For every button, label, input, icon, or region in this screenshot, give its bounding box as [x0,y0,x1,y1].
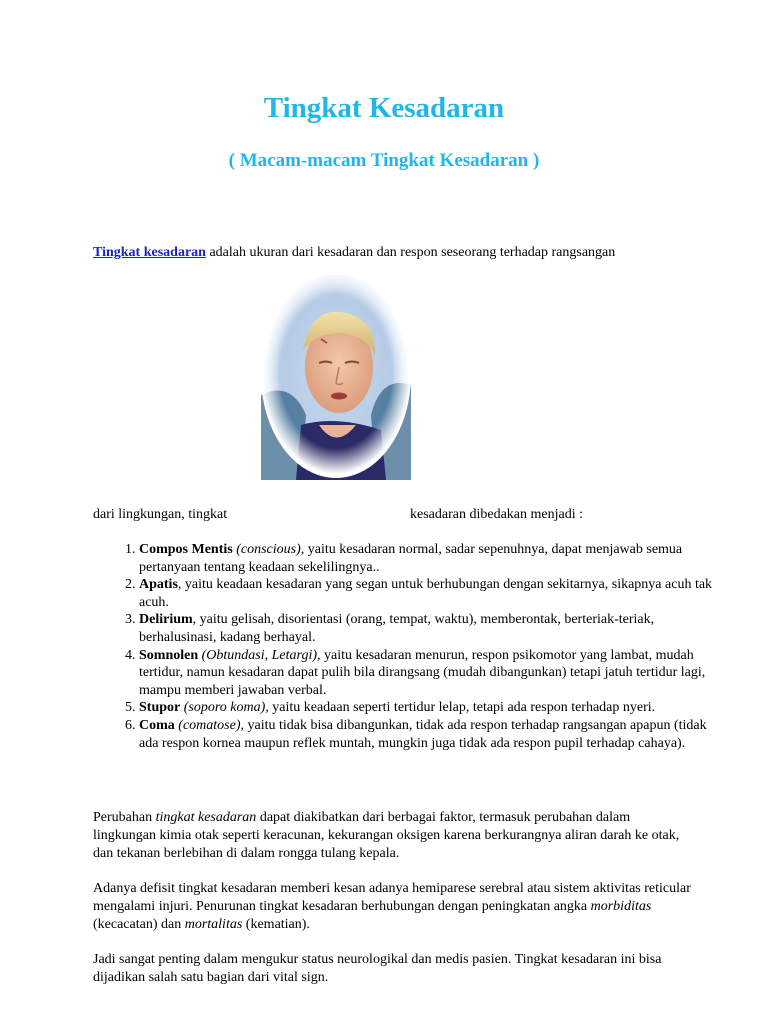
level-latin: (conscious), [232,542,305,557]
page-subtitle: ( Macam-macam Tingkat Kesadaran ) [228,150,540,171]
level-term: Compos Mentis [139,542,233,557]
level-desc: , yaitu gelisah, disorientasi (orang, tempat, waktu), memberontak, berteriak-teriak, berhalusinasi, kadang berhayal. [139,612,655,645]
intro-text: adalah ukuran dari kesadaran dan respon seseorang terhadap rangsangan [205,245,616,260]
level-term: Stupor [139,700,181,716]
level-latin: (comatose), [174,717,244,733]
para2-mortalitas: mortalitas [184,917,243,932]
para1-c: dapat diakibatkan dari berbagai faktor, termasuk perubahan dalam lingkungan kimia otak seperti keracunan, kekurangan oksigen karena berkurangnya aliran darah ke otak, dan tekanan berlebihan di dalam rongga tulang kepala. [93,810,680,861]
list-item [139,699,729,717]
level-latin: (Obtundasi, Letargi), [198,647,321,663]
paragraph-causes [93,809,693,863]
continuation-right: kesadaran dibedakan menjadi : [410,507,583,522]
para2-e: (kematian). [242,917,310,932]
tingkat-kesadaran-link[interactable]: Tingkat kesadaran [93,245,206,260]
level-term: Apatis [139,577,178,593]
level-term: Delirium [139,612,193,628]
page-title: Tingkat Kesadaran [263,92,505,124]
level-desc: , yaitu keadaan kesadaran yang segan untuk berhubungan dengan sekitarnya, sikapnya acuh tak acuh. [139,577,713,610]
list-item [139,717,729,752]
continuation-line [93,507,713,523]
continuation-left: dari lingkungan, tingkat [93,507,228,522]
list-item [139,611,729,646]
para1-a: Perubahan [93,810,156,825]
level-latin: (soporo koma), [180,700,269,716]
level-desc: yaitu kesadaran normal, sadar sepenuhnya, dapat menjawab semua pertanyaan tentang keadaan sekelilingnya.. [139,542,683,575]
level-desc: yaitu keadaan seperti tertidur lelap, tetapi ada respon terhadap nyeri. [268,700,656,716]
level-desc: yaitu tidak bisa dibangunkan, tidak ada respon terhadap rangsangan apapun (tidak ada respon kornea maupun reflek muntah, mungkin juga tidak ada respon pupil terhadap cahaya). [139,717,707,751]
para2-c: (kecacatan) dan [93,917,185,932]
level-term: Coma [139,717,175,733]
paragraph-deficit [93,880,693,934]
intro-paragraph [93,245,733,261]
para1-italic: tingkat kesadaran [155,810,257,825]
level-desc: yaitu kesadaran menurun, respon psikomotor yang lambat, mudah tertidur, namun kesadaran dapat pulih bila dirangsang (mudah dibangunkan) tetapi jatuh tertidur lagi, mampu memberi jawaban verbal. [139,647,706,698]
consciousness-levels-list [93,541,729,752]
para2-a: Adanya defisit tingkat kesadaran memberi kesan adanya hemiparese serebral atau sistem aktivitas reticular mengalami injuri. Penurunan tingkat kesadaran berhubungan dengan peningkatan angka [93,881,691,914]
list-item [139,541,729,576]
list-item [139,576,729,611]
unconscious-patient-photo [261,275,411,480]
list-item [139,647,729,700]
level-term: Somnolen [139,647,199,663]
paragraph-importance: Jadi sangat penting dalam mengukur status neurologikal dan medis pasien. Tingkat kesadaran ini bisa dijadikan salah satu bagian dari vital sign. [93,952,662,985]
para2-morbiditas: morbiditas [590,899,652,914]
patient-photo-icon [261,275,411,480]
